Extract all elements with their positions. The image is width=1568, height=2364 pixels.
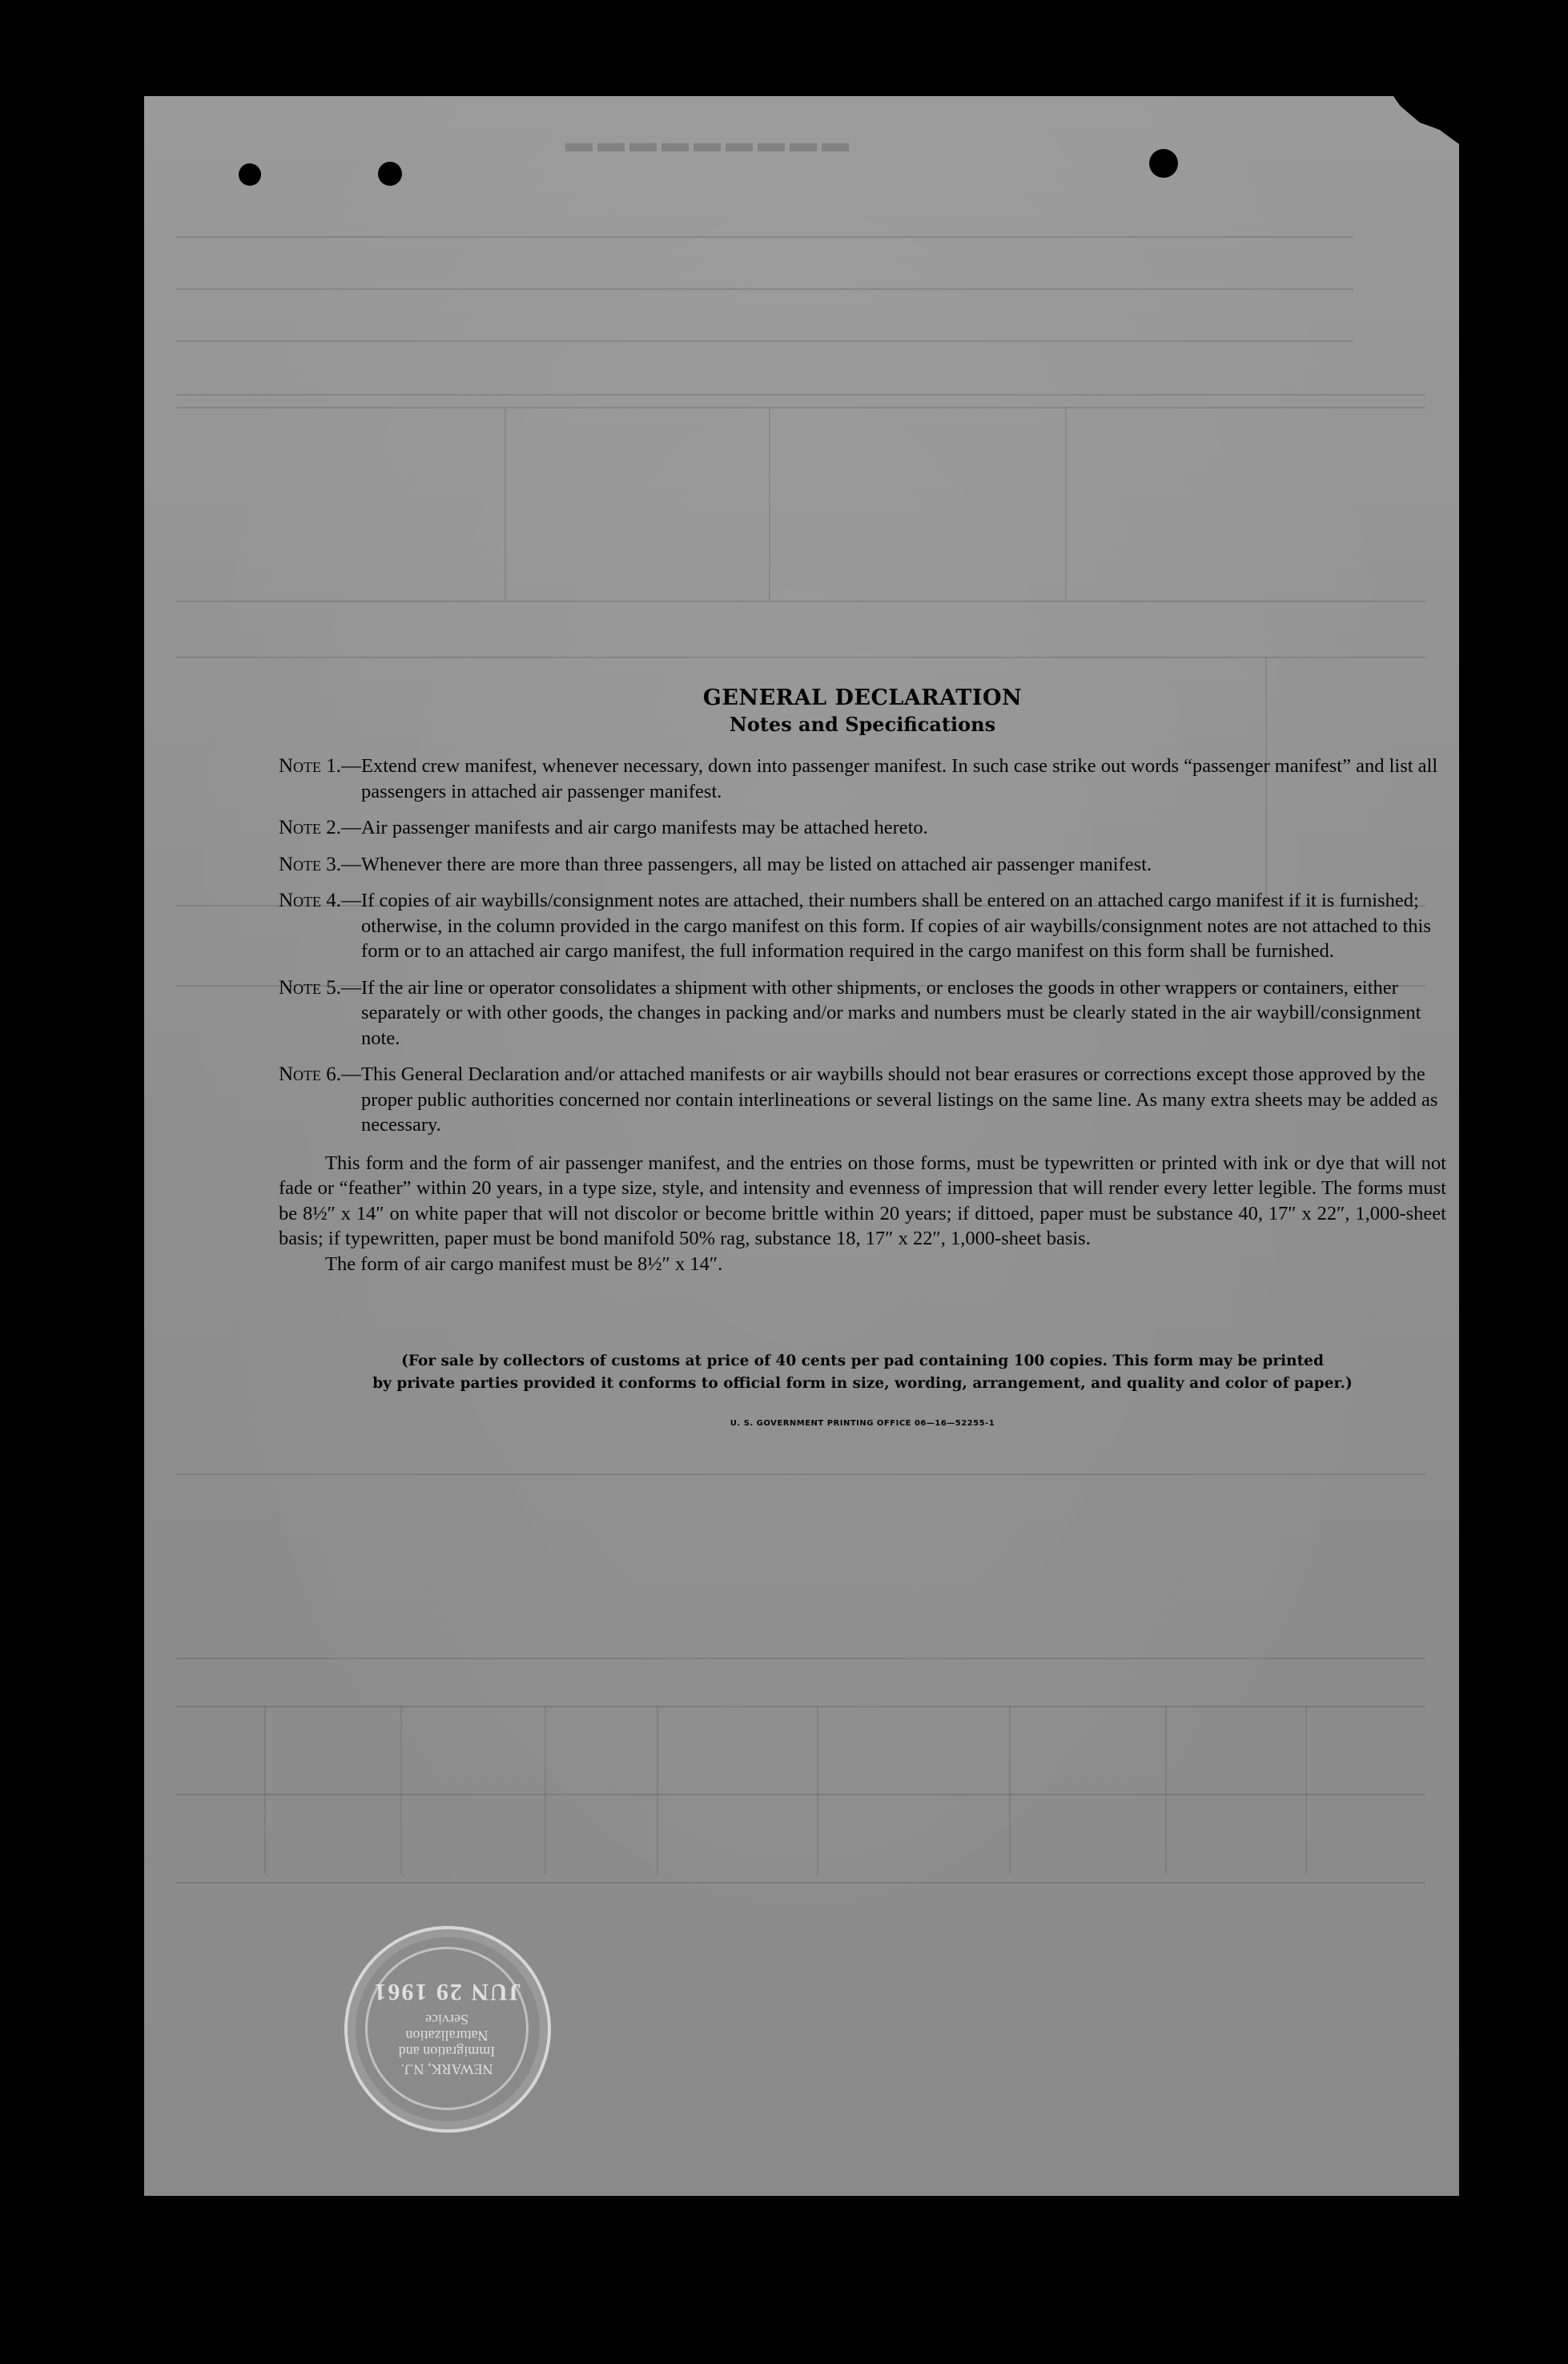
stamp-line-4: Service — [425, 2012, 468, 2028]
note-label: Note 6.— — [279, 1063, 362, 1085]
note-5 — [279, 975, 1446, 1051]
note-text: If copies of air waybills/consignment notes are attached, their numbers shall be entered on an attached cargo manifest if it is furnished; otherwise, in the column provided in the cargo manifest on this form. If copies of air waybills/consignment notes are not attached to this form or to an attached air cargo manifest, the full information required in the cargo manifest on this form shall be furnished. — [361, 890, 1431, 962]
punch-hole-right — [1149, 149, 1178, 178]
note-3 — [279, 852, 1446, 878]
note-2 — [279, 815, 1446, 841]
note-label: Note 4.— — [279, 890, 362, 911]
note-text: Extend crew manifest, whenever necessary, down into passenger manifest. In such case strike out words “passenger manifest” and list all passengers in attached air passenger manifest. — [361, 755, 1438, 802]
punch-hole-left — [239, 163, 261, 186]
stamp-line-2: Immigration and — [398, 2044, 496, 2060]
note-text: If the air line or operator consolidates a shipment with other shipments, or encloses the goods in other wrappers or containers, either separately or with other goods, the changes in packing and/or marks and numbers must be clearly stated in the air waybill/consignment note. — [361, 976, 1421, 1049]
note-4 — [279, 888, 1446, 964]
note-text: Whenever there are more than three passengers, all may be listed on attached air passenger manifest. — [361, 853, 1152, 875]
note-label: Note 1.— — [279, 755, 362, 777]
printing-office-line: U. S. GOVERNMENT PRINTING OFFICE 06—16—52255-1 — [730, 1419, 995, 1428]
immigration-stamp — [344, 1926, 551, 2133]
torn-corner — [1393, 96, 1459, 144]
page-title: GENERAL DECLARATION — [702, 685, 1023, 710]
stamp-date: JUN 29 1961 — [372, 1979, 521, 2005]
stamp-line-3: Naturalization — [405, 2028, 488, 2044]
note-6 — [279, 1062, 1446, 1138]
notes-and-specifications — [279, 685, 1446, 1428]
page-subtitle: Notes and Specifications — [729, 713, 996, 736]
note-label: Note 5.— — [279, 976, 362, 999]
sale-notice-line-1: (For sale by collectors of customs at price of 40 cents per pad containing 100 copies. This form may be printed — [401, 1353, 1324, 1369]
note-text: This General Declaration and/or attached manifests or air waybills should not bear erasures or corrections except those approved by the proper public authorities concerned nor contain interlineations or several listings on the same line. As many extra sheets may be added as necessary. — [361, 1063, 1438, 1136]
specification-paragraph: This form and the form of air passenger manifest, and the entries on those forms, must be typewritten or printed with ink or dye that will not fade or “feather” within 20 years, in a type size, style, and intensity and evenness of impression that will render every letter legible. The forms must be 8½″ x 14″ on white paper that will not discolor or become brittle within 20 years; if dittoed, paper must be substance 40, 17″ x 22″, 1,000-sheet basis; if typewritten, paper must be bond manifold 50% rag, substance 18, 17″ x 22″, 1,000-sheet basis. — [279, 1152, 1446, 1249]
note-1 — [279, 754, 1446, 804]
note-text: Air passenger manifests and air cargo manifests may be attached hereto. — [361, 817, 928, 838]
sale-notice — [279, 1350, 1446, 1395]
cargo-manifest-size: The form of air cargo manifest must be 8½″ x 14″. — [325, 1252, 723, 1275]
stamp-line-1: NEWARK, N.J. — [400, 2061, 493, 2077]
punch-hole-center-left — [378, 162, 402, 186]
stamp-inner-ring — [365, 1947, 529, 2110]
paper-sheet: ▬▬▬▬▬▬▬▬▬ GENERAL DECLARATION Notes and Specifications Note 1.— Extend crew manifest, whenever necessary, down into passenger manifest. In such case strike out words “passenger manifest” and list all passengers in attached air passenger manifest. Note 2.— Air passenger manifests and air cargo manifests may be attached hereto. Note 3.— Whenever there are more than three passengers, all may be listed on attached air passenger manifest. Note 4.— If copies of air waybills/consignment notes are attached, their numbers shall be entered on an attached cargo manifest if it is furnished; otherwise, in the column provided in the cargo manifest on this form. If copies of air waybills/consignment notes are not attached to this form or to an attached air cargo manifest, the full information required in the cargo manifest on this form shall be furnished. Note 5.— If the air line or operator consolidates a shipment with other shipments, or encloses the goods in other wrappers or containers, either separately or with other goods, the changes in packing and/or marks and numbers must be clearly stated in the air waybill/consignment note. Note 6.— This General Declaration and/or attached manifests or air waybills should not bear erasures or corrections except those approved by the proper public authorities concerned nor contain interlineations or several listings on the same line. As many extra sheets may be added as necessary. This form and the form of air passenger manifest, and the entries on those forms, must be typewritten or printed with ink or dye that will not fade or “feather” within 20 years, in a type size, style, and intensity and evenness of impression that will render every letter legible. The forms must be 8½″ x 14″ on white paper that will not discolor or become brittle within 20 years; if dittoed, paper must be substance 40, 17″ x 22″, 1,000-sheet basis; if typewritten, paper must be bond manifold 50% rag, substance 18, 17″ x 22″, 1,000-sheet basis. The form of air cargo manifest must be 8½″ x 14″. (For sale by collectors of customs at price of 40 cents per pad containing 100 copies. This form may be printed by private parties provided it conforms to official form in size, wording, arrangement, and quality and color of paper.) U. S. GOVERNMENT PRINTING OFFICE 06—16—52255-1 NEWARK, N.J. Immigration and Naturalization Service JUN 29 1961 — [144, 96, 1459, 2196]
note-label: Note 3.— — [279, 853, 362, 875]
sale-notice-line-2: by private parties provided it conforms to official form in size, wording, arrangement, and quality and color of paper.) — [372, 1375, 1353, 1392]
note-label: Note 2.— — [279, 817, 362, 838]
